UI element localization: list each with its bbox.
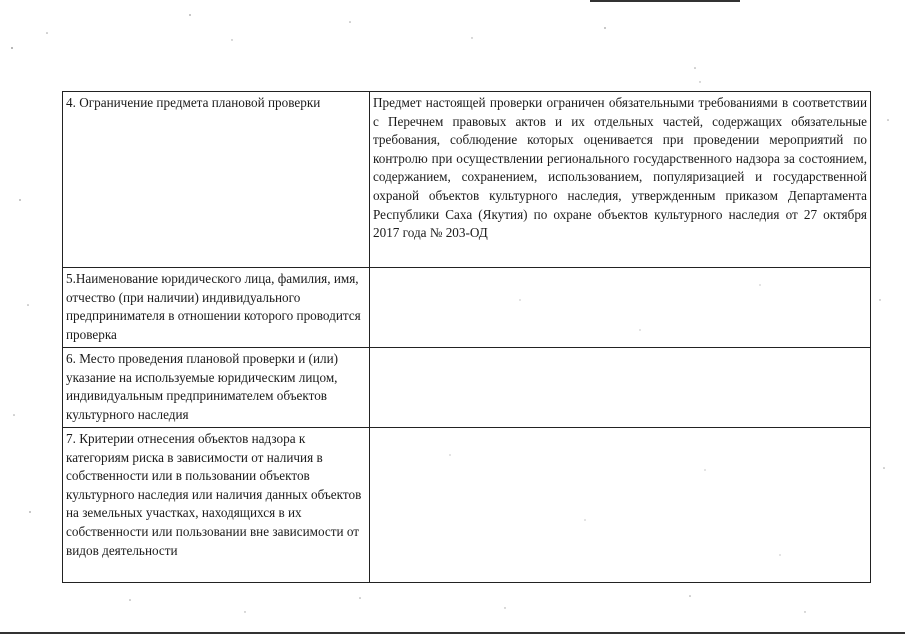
row-value-risk-criteria: [370, 428, 871, 583]
top-border-line: [590, 0, 740, 2]
table-row: [63, 268, 871, 348]
row-value-inspection-place: [370, 348, 871, 428]
bottom-border-line: [0, 632, 905, 634]
row-label-risk-criteria: 7. Критерии отнесения объектов надзора к категориям риска в зависимости от наличия в собственности или в пользовании объектов культурного наследия или наличия данных объектов на земельных участках, находящихся в их собственности или пользовании вне зависимости от видов деятельности: [63, 428, 370, 583]
row-value-inspection-scope: Предмет настоящей проверки ограничен обязательными требованиями в соответствии с Перечнем правовых актов и их отдельных частей, содержащих обязательные требования, соблюдение которых оценивается при проведении мероприятий по контролю при осуществлении регионального государственного надзора за состоянием, содержанием, сохранением, использованием, популяризацией и государственной охраной объектов культурного наследия, утвержденным приказом Департамента Республики Саха (Якутия) по охране объектов культурного наследия от 27 октября 2017 года № 203-ОД: [370, 92, 871, 268]
row-label-inspection-scope: 4. Ограничение предмета плановой проверки: [63, 92, 370, 268]
table-row: [63, 348, 871, 428]
row-value-legal-entity: [370, 268, 871, 348]
row-label-legal-entity: 5.Наименование юридического лица, фамилия, имя, отчество (при наличии) индивидуального предпринимателя в отношении которого проводится проверка: [63, 268, 370, 348]
inspection-form-table: [62, 91, 871, 583]
row-label-inspection-place: 6. Место проведения плановой проверки и (или) указание на используемые юридическим лицом, индивидуальным предпринимателем объектов культурного наследия: [63, 348, 370, 428]
table-row: [63, 428, 871, 583]
table-row: [63, 92, 871, 268]
